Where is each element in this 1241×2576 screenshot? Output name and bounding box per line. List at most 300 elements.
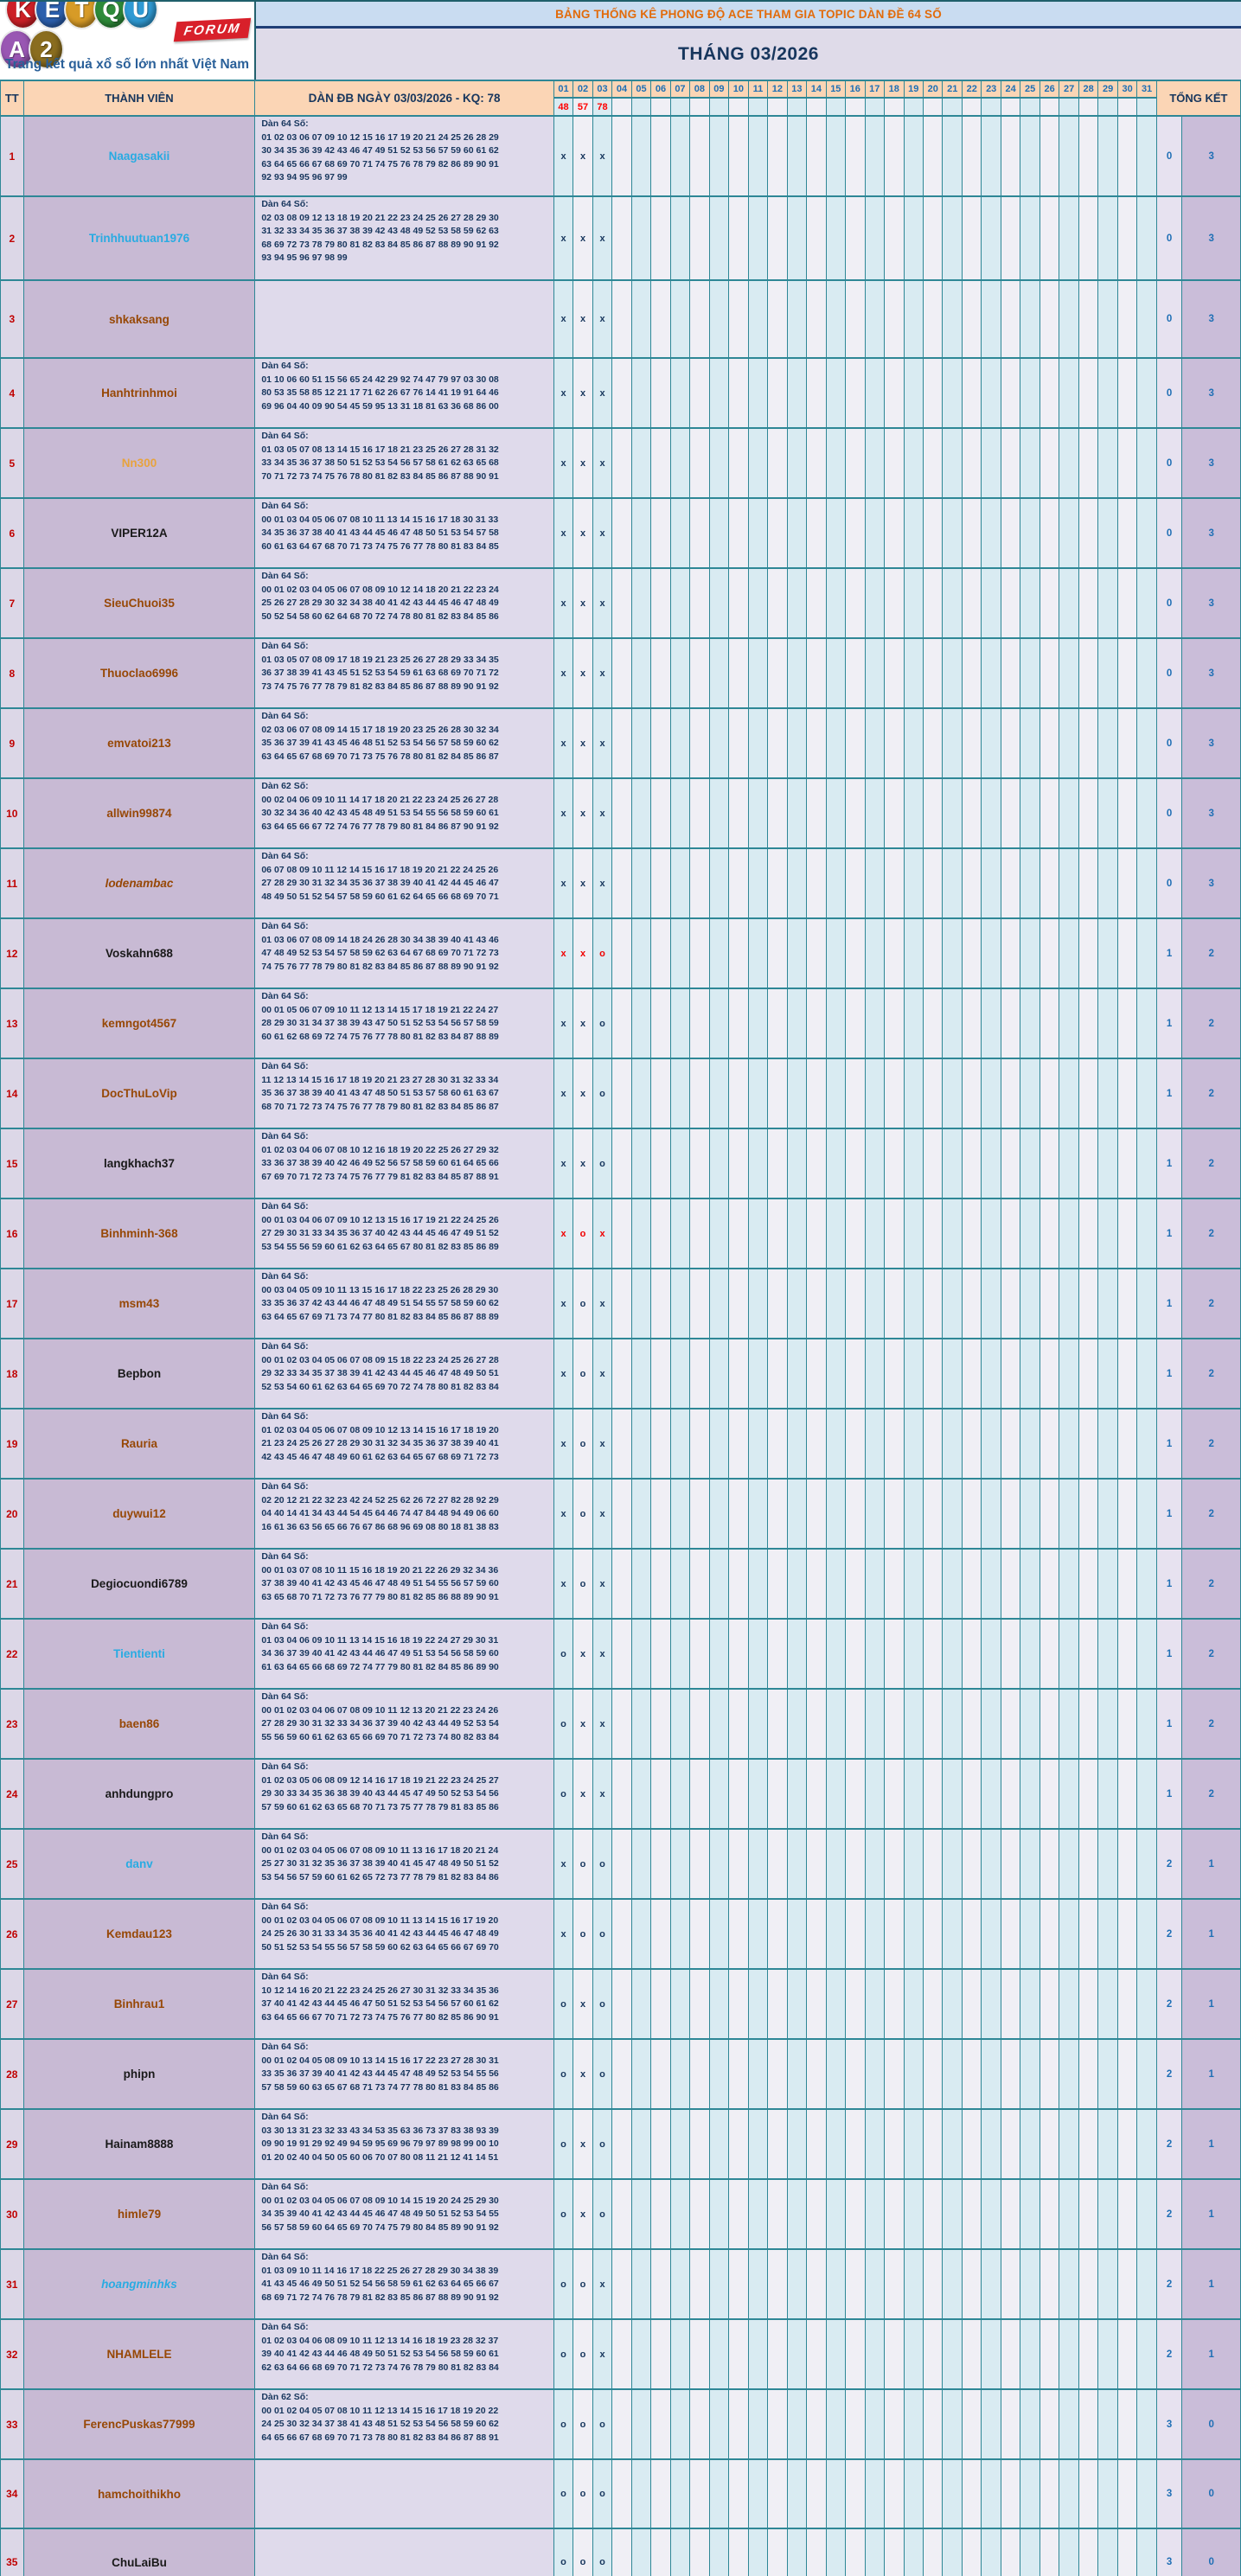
- day-cell-05: [631, 1829, 650, 1899]
- day-cell-12: [768, 708, 787, 778]
- dan-numbers-text: [255, 117, 553, 186]
- day-cell-16: [846, 2249, 865, 2319]
- day-cell-09: [709, 2459, 728, 2528]
- day-cell-02: [573, 1339, 592, 1409]
- day-cell-21: [943, 1759, 962, 1829]
- day-cell-25: [1020, 2389, 1039, 2459]
- day-cell-27: [1059, 918, 1078, 988]
- day-cell-14: [807, 1409, 826, 1479]
- day-cell-04: [612, 778, 631, 848]
- stats-banner-title: BẢNG THỐNG KÊ PHONG ĐỘ ACE THAM GIA TOPIC DÀN ĐỀ 64 SỐ: [256, 2, 1241, 29]
- day-cell-06: [651, 196, 670, 280]
- member-name[interactable]: baen86: [118, 1717, 160, 1730]
- row-number: 29: [1, 2109, 24, 2179]
- member-name[interactable]: emvatoi213: [107, 737, 171, 750]
- site-logo[interactable]: [0, 2, 256, 80]
- mark-o-day-02: o: [579, 2349, 586, 2360]
- member-row-18: [1, 1339, 1241, 1409]
- day-cell-29: [1098, 568, 1117, 638]
- row-number: 22: [1, 1619, 24, 1689]
- mark-x-day-03: x: [599, 1228, 605, 1239]
- dan-numbers-text: [255, 1970, 553, 2025]
- day-cell-25: [1020, 1339, 1039, 1409]
- day-cell-06: [651, 1409, 670, 1479]
- day-cell-14: [807, 1619, 826, 1689]
- dan-line: 25 26 27 28 29 30 32 34 38 40 41 42 43 44 45 46 47 48 49: [261, 598, 499, 608]
- day-cell-27: [1059, 498, 1078, 568]
- day-cell-09: [709, 918, 728, 988]
- member-name[interactable]: Voskahn688: [106, 947, 173, 960]
- member-name-cell: [23, 1759, 255, 1829]
- day-cell-12: [768, 568, 787, 638]
- day-cell-02: [573, 638, 592, 708]
- member-name[interactable]: kemngot4567: [101, 1017, 177, 1030]
- dan-numbers-cell: [255, 1619, 553, 1689]
- day-cell-19: [904, 2528, 923, 2576]
- day-cell-10: [729, 568, 748, 638]
- day-cell-11: [748, 498, 767, 568]
- day-cell-26: [1039, 1269, 1059, 1339]
- dan-numbers-text: [255, 709, 553, 764]
- mark-x-day-02: x: [579, 314, 586, 324]
- member-name[interactable]: SieuChuoi35: [104, 597, 175, 610]
- day-cell-17: [865, 1128, 884, 1199]
- day-column-header-28: 28: [1078, 80, 1097, 98]
- day-cell-26: [1039, 1479, 1059, 1549]
- member-name[interactable]: phipn: [123, 2068, 156, 2081]
- day-result-24: [1001, 98, 1020, 116]
- mark-o-day-02: o: [579, 2489, 586, 2499]
- day-cell-15: [826, 2528, 845, 2576]
- day-cell-19: [904, 1269, 923, 1339]
- day-cell-30: [1117, 918, 1136, 988]
- day-cell-24: [1001, 1269, 1020, 1339]
- day-cell-15: [826, 1969, 845, 2039]
- day-cell-03: [592, 1058, 611, 1128]
- mark-x-day-01: x: [560, 1508, 566, 1519]
- member-name[interactable]: Degiocuondi6789: [91, 1577, 188, 1590]
- mark-x-day-01: x: [560, 387, 566, 399]
- day-cell-25: [1020, 428, 1039, 498]
- day-cell-26: [1039, 280, 1059, 358]
- day-cell-20: [924, 2249, 943, 2319]
- day-result-28: [1078, 98, 1097, 116]
- dan-label: Dàn 64 Số:: [261, 851, 309, 861]
- dan-numbers-cell: [255, 848, 553, 918]
- dan-label: Dàn 64 Số:: [261, 2112, 309, 2122]
- day-cell-02: [573, 2039, 592, 2109]
- day-cell-07: [670, 1549, 689, 1619]
- member-name[interactable]: Binhminh-368: [100, 1227, 178, 1240]
- day-cell-11: [748, 1689, 767, 1759]
- day-cell-22: [962, 1128, 981, 1199]
- day-cell-01: [553, 2528, 573, 2576]
- total-losses: 2: [1182, 1619, 1241, 1689]
- member-row-28: [1, 2039, 1241, 2109]
- day-result-12: [768, 98, 787, 116]
- dan-label: Dàn 64 Số:: [261, 991, 309, 1001]
- member-name[interactable]: VIPER12A: [111, 527, 168, 540]
- day-cell-06: [651, 1339, 670, 1409]
- day-result-15: [826, 98, 845, 116]
- day-column-header-19: 19: [904, 80, 923, 98]
- dan-numbers-cell: [255, 2109, 553, 2179]
- total-losses: 2: [1182, 1479, 1241, 1549]
- day-cell-25: [1020, 116, 1039, 196]
- day-cell-14: [807, 1269, 826, 1339]
- dan-line: 63 64 65 67 68 69 70 71 73 75 76 78 80 81 82 84 85 86 87: [261, 751, 499, 762]
- day-cell-20: [924, 638, 943, 708]
- day-cell-02: [573, 708, 592, 778]
- member-name-cell: [23, 918, 255, 988]
- row-number: 20: [1, 1479, 24, 1549]
- day-cell-01: [553, 1058, 573, 1128]
- day-cell-07: [670, 1759, 689, 1829]
- dan-numbers-cell: [255, 2039, 553, 2109]
- day-cell-05: [631, 2039, 650, 2109]
- day-cell-28: [1078, 116, 1097, 196]
- day-cell-10: [729, 2459, 748, 2528]
- day-cell-05: [631, 2528, 650, 2576]
- member-name-cell: [23, 1969, 255, 2039]
- day-cell-31: [1137, 1199, 1156, 1269]
- day-cell-03: [592, 1619, 611, 1689]
- day-cell-16: [846, 2039, 865, 2109]
- member-name[interactable]: Bepbon: [117, 1367, 162, 1380]
- dan-line: 28 29 30 31 34 37 38 39 43 47 50 51 52 53 54 56 57 58 59: [261, 1018, 499, 1028]
- member-name[interactable]: Hanhtrinhmoi: [101, 387, 177, 400]
- day-cell-03: [592, 1829, 611, 1899]
- dan-line: 93 94 95 96 97 98 99: [261, 252, 348, 263]
- dan-line: 42 43 45 46 47 48 49 60 61 62 63 64 65 67 68 69 71 72 73: [261, 1451, 499, 1462]
- day-cell-10: [729, 116, 748, 196]
- day-result-05: [631, 98, 650, 116]
- member-name[interactable]: ChuLaiBu: [112, 2555, 167, 2569]
- day-cell-06: [651, 988, 670, 1058]
- member-name[interactable]: DocThuLoVip: [101, 1087, 177, 1100]
- member-name[interactable]: NHAMLELE: [106, 2348, 172, 2361]
- member-name[interactable]: Naagasakii: [108, 150, 170, 163]
- member-name[interactable]: Thuoclao6996: [99, 667, 178, 680]
- day-cell-25: [1020, 1058, 1039, 1128]
- day-cell-18: [885, 1969, 904, 2039]
- mark-x-day-02: x: [579, 598, 586, 609]
- day-cell-18: [885, 708, 904, 778]
- mark-o-day-01: o: [560, 2349, 566, 2360]
- member-name-cell: [23, 1409, 255, 1479]
- row-number: 1: [1, 116, 24, 196]
- day-cell-09: [709, 2109, 728, 2179]
- total-losses: 3: [1182, 196, 1241, 280]
- member-name[interactable]: duywui12: [112, 1507, 166, 1520]
- day-cell-29: [1098, 1969, 1117, 2039]
- day-cell-16: [846, 1128, 865, 1199]
- mark-o-day-03: o: [599, 1088, 605, 1099]
- member-name[interactable]: danv: [125, 1857, 153, 1870]
- day-cell-07: [670, 2528, 689, 2576]
- day-cell-05: [631, 428, 650, 498]
- day-cell-03: [592, 196, 611, 280]
- day-cell-01: [553, 428, 573, 498]
- member-name[interactable]: anhdungpro: [105, 1787, 174, 1800]
- day-cell-09: [709, 1969, 728, 2039]
- day-cell-17: [865, 1269, 884, 1339]
- day-cell-19: [904, 918, 923, 988]
- mark-o-day-01: o: [560, 1718, 566, 1729]
- day-cell-20: [924, 1058, 943, 1128]
- day-cell-16: [846, 1829, 865, 1899]
- day-cell-23: [982, 1619, 1001, 1689]
- day-cell-29: [1098, 498, 1117, 568]
- day-cell-25: [1020, 358, 1039, 428]
- day-cell-24: [1001, 1689, 1020, 1759]
- day-cell-15: [826, 428, 845, 498]
- day-cell-12: [768, 280, 787, 358]
- day-cell-26: [1039, 1409, 1059, 1479]
- member-name[interactable]: Nn300: [121, 457, 157, 470]
- dan-label: Dàn 64 Số:: [261, 1411, 309, 1422]
- member-name[interactable]: himle79: [117, 2208, 162, 2221]
- day-cell-16: [846, 428, 865, 498]
- member-row-32: [1, 2319, 1241, 2389]
- total-losses: 3: [1182, 358, 1241, 428]
- member-name[interactable]: Binhrau1: [113, 1998, 165, 2010]
- day-cell-29: [1098, 1409, 1117, 1479]
- stats-table: [0, 80, 1241, 2576]
- day-cell-24: [1001, 1339, 1020, 1409]
- day-cell-11: [748, 1829, 767, 1899]
- day-cell-03: [592, 358, 611, 428]
- dan-line: 03 30 13 31 23 32 33 43 34 53 35 63 36 73 37 83 38 93 39: [261, 2125, 499, 2136]
- mark-x-day-01: x: [560, 878, 566, 889]
- day-cell-05: [631, 116, 650, 196]
- day-cell-08: [690, 638, 709, 708]
- day-cell-16: [846, 918, 865, 988]
- day-cell-07: [670, 2179, 689, 2249]
- day-cell-03: [592, 428, 611, 498]
- day-cell-08: [690, 116, 709, 196]
- row-number: 2: [1, 196, 24, 280]
- day-cell-10: [729, 1409, 748, 1479]
- dan-line: 41 43 45 46 49 50 51 52 54 56 58 59 61 62 63 64 65 66 67: [261, 2279, 499, 2289]
- day-cell-29: [1098, 778, 1117, 848]
- mark-o-day-03: o: [599, 2419, 605, 2430]
- day-cell-17: [865, 568, 884, 638]
- mark-x-day-01: x: [560, 1228, 566, 1239]
- day-cell-12: [768, 1759, 787, 1829]
- day-cell-26: [1039, 2528, 1059, 2576]
- mark-o-day-02: o: [579, 1438, 586, 1449]
- day-cell-09: [709, 1829, 728, 1899]
- dan-numbers-cell: [255, 2249, 553, 2319]
- member-row-20: [1, 1479, 1241, 1549]
- day-cell-22: [962, 1759, 981, 1829]
- day-cell-21: [943, 988, 962, 1058]
- day-cell-13: [787, 1339, 806, 1409]
- mark-o-day-01: o: [560, 1998, 566, 2010]
- day-result-26: [1039, 98, 1059, 116]
- day-cell-20: [924, 1479, 943, 1549]
- day-cell-21: [943, 2039, 962, 2109]
- day-cell-10: [729, 1479, 748, 1549]
- day-cell-09: [709, 2319, 728, 2389]
- day-cell-14: [807, 1128, 826, 1199]
- day-cell-31: [1137, 1339, 1156, 1409]
- day-cell-10: [729, 2249, 748, 2319]
- day-cell-11: [748, 2249, 767, 2319]
- member-name[interactable]: lodenambac: [105, 877, 174, 890]
- day-cell-13: [787, 1199, 806, 1269]
- day-result-14: [807, 98, 826, 116]
- day-cell-25: [1020, 1759, 1039, 1829]
- total-wins: 2: [1156, 1969, 1182, 2039]
- day-cell-12: [768, 1689, 787, 1759]
- day-cell-03: [592, 778, 611, 848]
- dan-line: 01 02 03 04 05 06 07 08 09 10 12 13 14 15 16 17 18 19 20: [261, 1424, 499, 1435]
- day-cell-19: [904, 428, 923, 498]
- day-cell-02: [573, 988, 592, 1058]
- dan-numbers-text: [255, 849, 553, 904]
- member-name-cell: [23, 280, 255, 358]
- dan-numbers-cell: [255, 1479, 553, 1549]
- day-cell-25: [1020, 2319, 1039, 2389]
- member-row-5: [1, 428, 1241, 498]
- day-result-01: 48: [553, 98, 573, 116]
- total-wins: 1: [1156, 988, 1182, 1058]
- day-cell-14: [807, 778, 826, 848]
- day-cell-15: [826, 1269, 845, 1339]
- total-wins: 2: [1156, 1829, 1182, 1899]
- day-cell-22: [962, 848, 981, 918]
- day-cell-22: [962, 2389, 981, 2459]
- dan-label: Dàn 64 Số:: [261, 361, 309, 371]
- member-name[interactable]: langkhach37: [104, 1157, 175, 1170]
- dan-line: 24 25 26 30 31 33 34 35 36 40 41 42 43 44 45 46 47 48 49: [261, 1928, 499, 1939]
- member-name[interactable]: Hainam8888: [105, 2138, 174, 2151]
- row-number: 26: [1, 1899, 24, 1969]
- day-result-17: [865, 98, 884, 116]
- day-cell-28: [1078, 358, 1097, 428]
- col-header-dan: DÀN ĐB NGÀY 03/03/2026 - KQ: 78: [255, 80, 553, 116]
- day-cell-31: [1137, 498, 1156, 568]
- dan-numbers-cell: [255, 1409, 553, 1479]
- day-cell-30: [1117, 568, 1136, 638]
- day-cell-13: [787, 708, 806, 778]
- member-name[interactable]: Tientienti: [113, 1647, 165, 1660]
- member-name[interactable]: FerencPuskas77999: [83, 2418, 195, 2431]
- member-name[interactable]: Rauria: [120, 1437, 157, 1450]
- member-name[interactable]: Trinhhuutuan1976: [88, 232, 190, 245]
- day-cell-26: [1039, 1058, 1059, 1128]
- day-cell-07: [670, 568, 689, 638]
- dan-line: 01 03 09 10 11 14 16 17 18 22 25 26 27 28 29 30 34 38 39: [261, 2265, 499, 2276]
- day-cell-13: [787, 2039, 806, 2109]
- mark-x-day-02: x: [579, 668, 586, 679]
- day-cell-14: [807, 2319, 826, 2389]
- day-cell-29: [1098, 196, 1117, 280]
- day-cell-19: [904, 2109, 923, 2179]
- member-name-cell: [23, 2319, 255, 2389]
- dan-numbers-cell: [255, 708, 553, 778]
- day-cell-17: [865, 2528, 884, 2576]
- day-cell-18: [885, 2389, 904, 2459]
- row-number: 35: [1, 2528, 24, 2576]
- dan-line: 00 01 03 04 05 06 07 08 10 11 13 14 15 16 17 18 30 31 33: [261, 514, 499, 525]
- day-result-30: [1117, 98, 1136, 116]
- day-cell-12: [768, 988, 787, 1058]
- day-cell-15: [826, 2459, 845, 2528]
- dan-label: Dàn 64 Số:: [261, 1131, 309, 1141]
- day-cell-01: [553, 1479, 573, 1549]
- day-cell-11: [748, 1899, 767, 1969]
- day-cell-26: [1039, 1829, 1059, 1899]
- day-cell-24: [1001, 358, 1020, 428]
- dan-line: 68 70 71 72 73 74 75 76 77 78 79 80 81 82 83 84 85 86 87: [261, 1101, 499, 1112]
- mark-x-day-03: x: [599, 878, 605, 889]
- day-cell-19: [904, 1549, 923, 1619]
- member-name[interactable]: hamchoithikho: [97, 2487, 181, 2501]
- day-cell-06: [651, 1689, 670, 1759]
- day-cell-03: [592, 1549, 611, 1619]
- day-cell-05: [631, 1409, 650, 1479]
- col-header-total: TỔNG KẾT: [1156, 80, 1240, 116]
- day-cell-22: [962, 1829, 981, 1899]
- dan-numbers-cell: [255, 638, 553, 708]
- day-cell-06: [651, 116, 670, 196]
- member-name[interactable]: hoangminhks: [101, 2278, 177, 2291]
- dan-line: 33 36 37 38 39 40 42 46 49 52 56 57 58 59 60 61 64 65 66: [261, 1158, 499, 1168]
- dan-numbers-cell: [255, 1549, 553, 1619]
- day-cell-09: [709, 2179, 728, 2249]
- day-cell-20: [924, 1899, 943, 1969]
- day-cell-22: [962, 2319, 981, 2389]
- day-cell-06: [651, 2528, 670, 2576]
- day-cell-29: [1098, 1619, 1117, 1689]
- member-name[interactable]: Kemdau123: [106, 1927, 172, 1940]
- day-cell-18: [885, 1128, 904, 1199]
- day-cell-19: [904, 638, 923, 708]
- day-cell-25: [1020, 1899, 1039, 1969]
- day-cell-11: [748, 1969, 767, 2039]
- day-cell-19: [904, 2389, 923, 2459]
- day-cell-07: [670, 2109, 689, 2179]
- day-cell-07: [670, 280, 689, 358]
- day-cell-12: [768, 1409, 787, 1479]
- day-cell-02: [573, 1128, 592, 1199]
- day-cell-08: [690, 918, 709, 988]
- member-name[interactable]: allwin99874: [106, 807, 172, 820]
- day-cell-15: [826, 1409, 845, 1479]
- dan-numbers-text: [255, 569, 553, 624]
- dan-numbers-text: [255, 429, 553, 484]
- day-cell-31: [1137, 1829, 1156, 1899]
- day-cell-24: [1001, 2179, 1020, 2249]
- day-cell-24: [1001, 1759, 1020, 1829]
- dan-line: 52 53 54 60 61 62 63 64 65 69 70 72 74 78 80 81 82 83 84: [261, 1381, 499, 1392]
- day-cell-11: [748, 2109, 767, 2179]
- day-cell-05: [631, 2389, 650, 2459]
- logo-ball-a: A: [0, 29, 35, 69]
- day-cell-10: [729, 708, 748, 778]
- dan-numbers-text: [255, 779, 553, 834]
- day-cell-30: [1117, 1409, 1136, 1479]
- member-name[interactable]: shkaksang: [109, 312, 170, 326]
- day-cell-20: [924, 988, 943, 1058]
- day-cell-01: [553, 568, 573, 638]
- dan-line: 34 35 39 40 41 42 43 44 45 46 47 48 49 50 51 52 53 54 55: [261, 2208, 499, 2219]
- day-cell-09: [709, 2039, 728, 2109]
- member-name[interactable]: msm43: [118, 1297, 160, 1310]
